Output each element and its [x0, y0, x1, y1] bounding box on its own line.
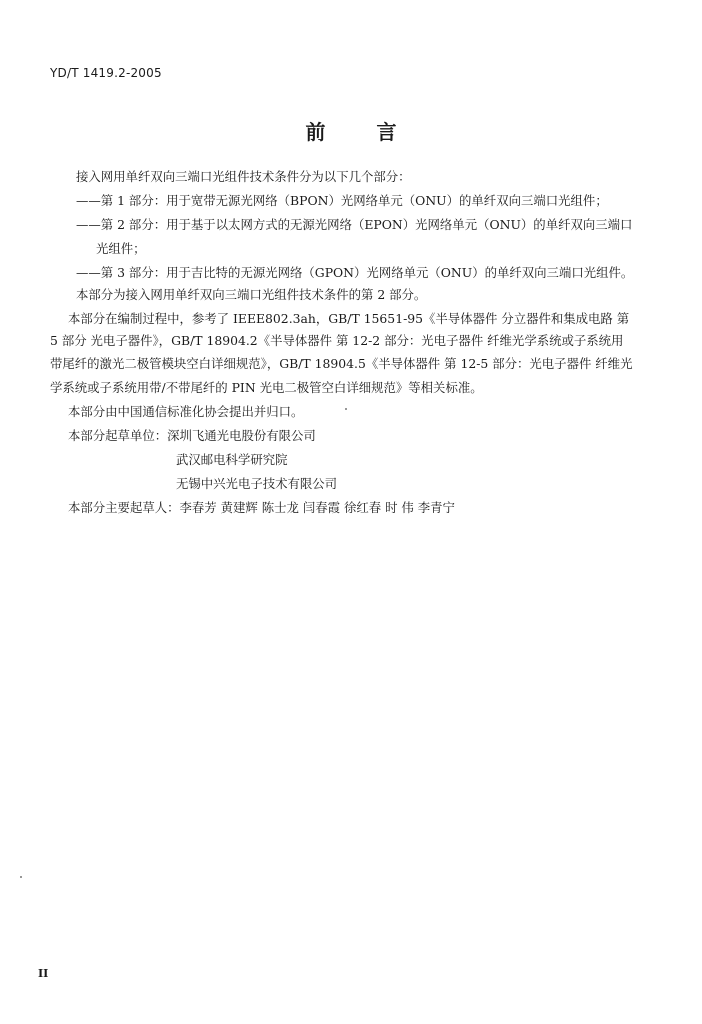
- part-3-item: ——第 3 部分：用于吉比特的无源光网络（GPON）光网络单元（ONU）的单纤双向三端口光组件。: [76, 265, 634, 280]
- drafting-unit-2: 武汉邮电科学研究院: [176, 452, 288, 467]
- references-line-3: 带尾纤的激光二极管模块空白详细规范》，GB/T 18904.5《半导体器件 第 12-5 部分：光电子器件 纤维光: [50, 356, 633, 371]
- scope-paragraph: 本部分为接入网用单纤双向三端口光组件技术条件的第 2 部分。: [76, 287, 427, 302]
- scan-speck: [345, 408, 347, 410]
- references-line-4: 学系统或子系统用带/不带尾纤的 PIN 光电二极管空白详细规范》等相关标准。: [50, 380, 483, 395]
- drafting-unit-3: 无锡中兴光电子技术有限公司: [176, 476, 338, 491]
- page-title: 前 言: [305, 120, 419, 144]
- part-2-item-continued: 光组件；: [96, 241, 146, 256]
- proposer-paragraph: 本部分由中国通信标准化协会提出并归口。: [68, 404, 304, 419]
- references-line-1: 本部分在编制过程中，参考了 IEEE802.3ah，GB/T 15651-95《半导体器件 分立器件和集成电路 第: [68, 311, 630, 326]
- part-1-item: ——第 1 部分：用于宽带无源光网络（BPON）光网络单元（ONU）的单纤双向三端口光组件；: [76, 193, 608, 208]
- part-2-item: ——第 2 部分：用于基于以太网方式的无源光网络（EPON）光网络单元（ONU）的单纤双向三端口: [76, 217, 633, 232]
- page-number: II: [38, 967, 49, 980]
- intro-paragraph: 接入网用单纤双向三端口光组件技术条件分为以下几个部分：: [76, 169, 411, 184]
- references-line-2: 5 部分 光电子器件》，GB/T 18904.2《半导体器件 第 12-2 部分：光电子器件 纤维光学系统或子系统用: [50, 333, 624, 348]
- drafting-units-paragraph: 本部分起草单位：深圳飞通光电股份有限公司: [68, 428, 316, 443]
- drafters-paragraph: 本部分主要起草人：李春芳 黄建辉 陈士龙 闫春霞 徐红春 时 伟 李青宁: [68, 500, 455, 515]
- scan-speck: [20, 876, 22, 878]
- standard-code: YD/T 1419.2-2005: [50, 66, 162, 80]
